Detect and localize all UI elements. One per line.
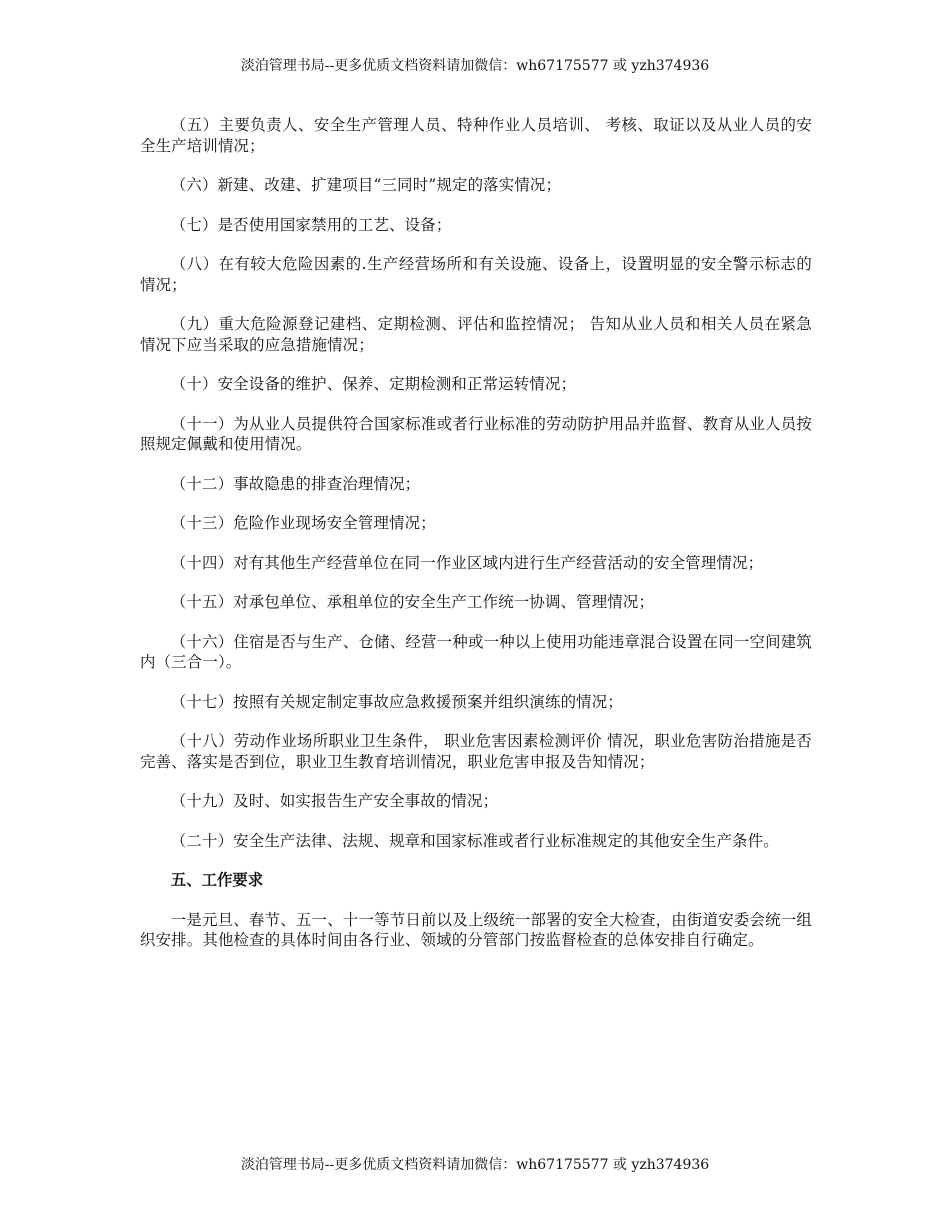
inspection-item-5: （五）主要负责人、安全生产管理人员、特种作业人员培训、 考核、取证以及从业人员的安全生产培训情况； bbox=[140, 116, 812, 155]
inspection-item-9: （九）重大危险源登记建档、定期检测、评估和监控情况； 告知从业人员和相关人员在紧急情况下应当采取的应急措施情况； bbox=[140, 315, 812, 354]
page-footer: 淡泊管理书局--更多优质文档资料请加微信：wh67175577 或 yzh374936 bbox=[240, 1157, 710, 1173]
inspection-item-7: （七）是否使用国家禁用的工艺、设备； bbox=[170, 215, 452, 234]
inspection-item-6: （六）新建、改建、扩建项目“三同时”规定的落实情况； bbox=[170, 176, 562, 194]
inspection-item-8: （八）在有较大危险因素的.生产经营场所和有关设施、设备上，设置明显的安全警示标志的情况； bbox=[140, 255, 812, 294]
section-heading: 五、工作要求 bbox=[170, 871, 264, 889]
inspection-item-12: （十二）事故隐患的排查治理情况； bbox=[170, 474, 421, 493]
inspection-item-19: （十九）及时、如实报告生产安全事故的情况； bbox=[170, 792, 499, 810]
inspection-item-16: （十六）住宿是否与生产、仓储、经营一种或一种以上使用功能违章混合设置在同一空间建筑内（三合一）。 bbox=[140, 632, 812, 671]
inspection-item-10: （十）安全设备的维护、保养、定期检测和正常运转情况； bbox=[170, 375, 577, 393]
inspection-item-20: （二十）安全生产法律、法规、规章和国家标准或者行业标准规定的其他安全生产条件。 bbox=[170, 831, 779, 850]
inspection-item-14: （十四）对有其他生产经营单位在同一作业区域内进行生产经营活动的安全管理情况； bbox=[170, 553, 764, 572]
inspection-item-11: （十一）为从业人员提供符合国家标准或者行业标准的劳动防护用品并监督、教育从业人员按照规定佩戴和使用情况。 bbox=[140, 414, 812, 453]
section-paragraph: 一是元旦、春节、五一、十一等节日前以及上级统一部署的安全大检查，由街道安委会统一组织安排。其他检查的具体时间由各行业、领域的分管部门按监督检查的总体安排自行确定。 bbox=[140, 910, 812, 949]
document-body bbox=[140, 115, 812, 970]
inspection-item-13: （十三）危险作业现场安全管理情况； bbox=[170, 514, 436, 532]
page-header: 淡泊管理书局--更多优质文档资料请加微信：wh67175577 或 yzh374936 bbox=[240, 58, 710, 74]
inspection-item-17: （十七）按照有关规定制定事故应急救援预案并组织演练的情况； bbox=[170, 692, 623, 711]
inspection-item-15: （十五）对承包单位、承租单位的安全生产工作统一协调、管理情况； bbox=[170, 593, 655, 611]
inspection-item-18: （十八）劳动作业场所职业卫生条件， 职业危害因素检测评价 情况，职业危害防治措施是否完善、落实是否到位，职业卫生教育培训情况，职业危害申报及告知情况； bbox=[140, 732, 812, 771]
